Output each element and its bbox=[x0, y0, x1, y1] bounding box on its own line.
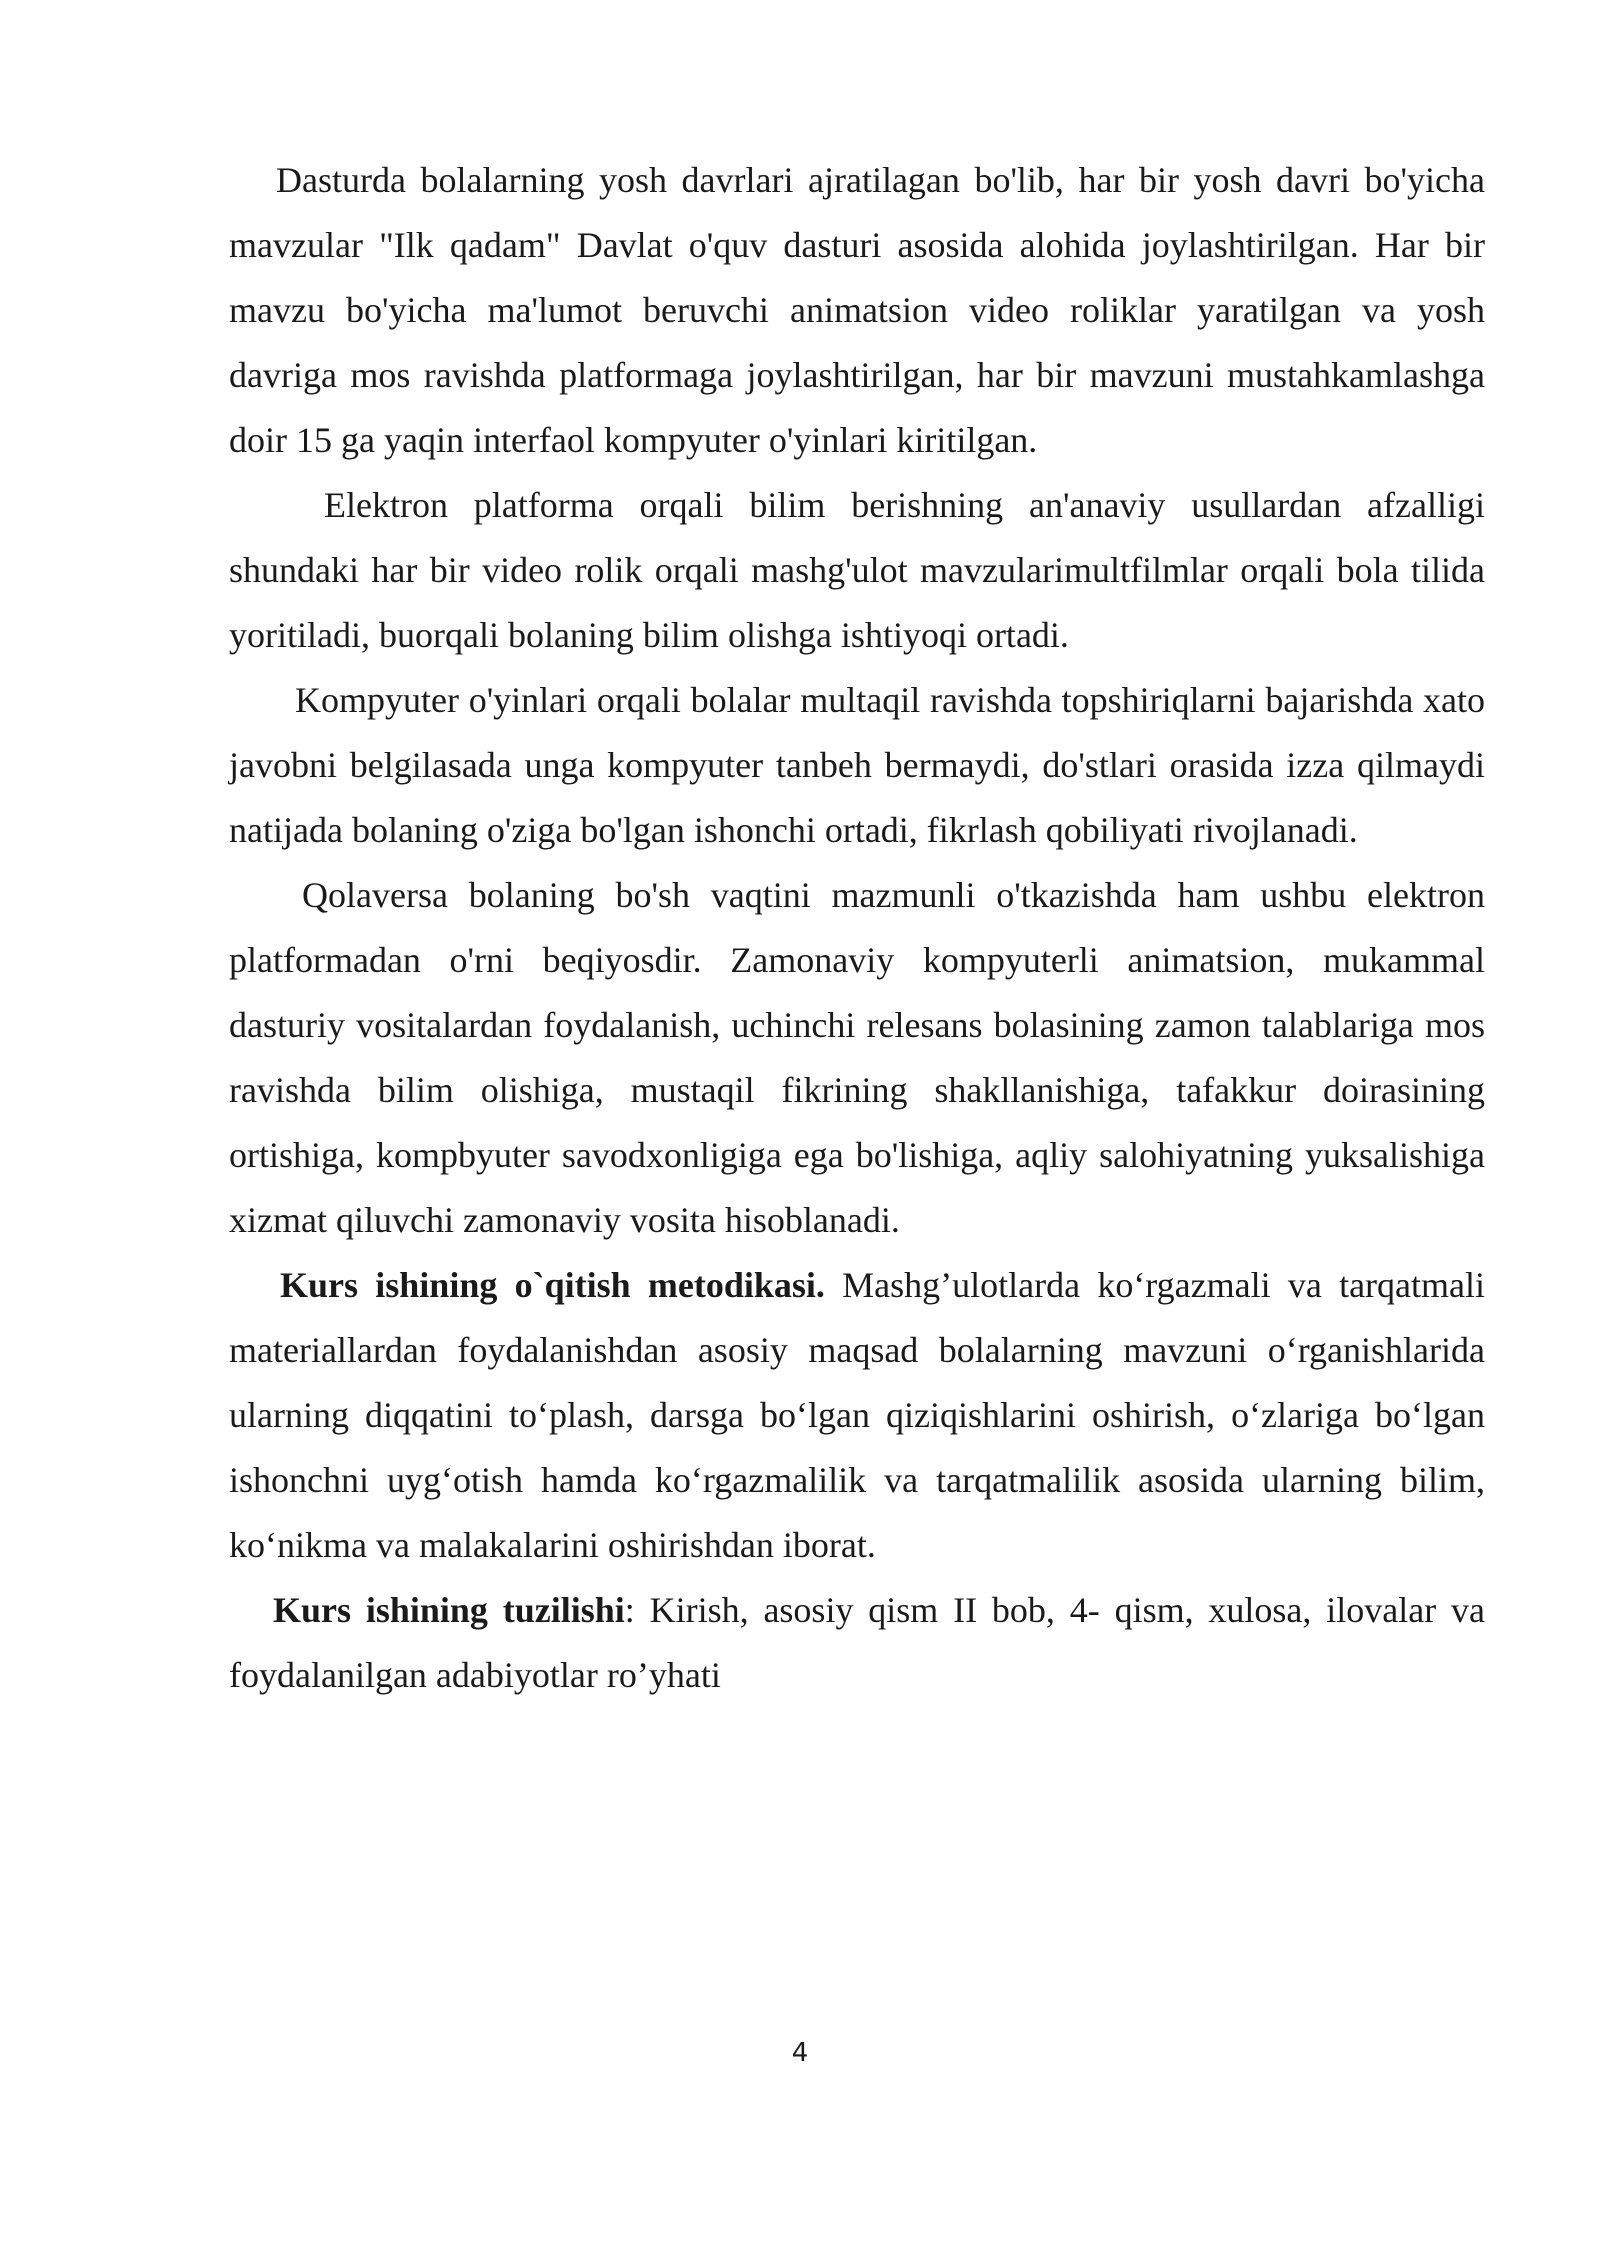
paragraph-text: Mashg’ulotlarda ko‘rgazmali va tarqatmali materiallardan foydalanishdan asosiy maqsad bolalarning mavzuni o‘rganishlarida ularning diqqatini to‘plash, darsga bo‘lgan qiziqishlarini oshirish, o‘zlariga bo‘lgan ishonchni uyg‘otish hamda ko‘rgazmalilik va tarqatmalilik asosida ularning bilim, ko‘nikma va malakalarini oshirishdan iborat. bbox=[229, 1265, 1485, 1565]
paragraph-text: Elektron platforma orqali bilim berishning an'anaviy usullardan afzalligi shundaki har bir video rolik orqali mashg'ulot mavzularimultfilmlar orqali bola tilida yoritiladi, buorqali bolaning bilim olishga ishtiyoqi ortadi. bbox=[229, 485, 1485, 655]
paragraph-text: Dasturda bolalarning yosh davrlari ajratilagan bo'lib, har bir yosh davri bo'yicha mavzular "Ilk qadam" Davlat o'quv dasturi asosida alohida joylashtirilgan. Har bir mavzu bo'yicha ma'lumot beruvchi animatsion video roliklar yaratilgan va yosh davriga mos ravishda platformaga joylashtirilgan, har bir mavzuni mustahkamlashga doir 15 ga yaqin interfaol kompyuter o'yinlari kiritilgan. bbox=[229, 160, 1485, 460]
paragraph-heading: Kurs ishining tuzilishi bbox=[273, 1590, 625, 1630]
page-number: 4 bbox=[791, 2038, 809, 2068]
paragraph-computer-games bbox=[229, 668, 1485, 863]
document-page bbox=[229, 148, 1485, 1708]
paragraph-teaching-methodology bbox=[229, 1253, 1485, 1578]
paragraph-platform-structure bbox=[229, 148, 1485, 473]
paragraph-heading: Kurs ishining o`qitish metodikasi. bbox=[280, 1265, 825, 1305]
paragraph-text: Qolaversa bolaning bo'sh vaqtini mazmunli o'tkazishda ham ushbu elektron platformadan o'rni beqiyosdir. Zamonaviy kompyuterli animatsion, mukammal dasturiy vositalardan foydalanish, uchinchi relesans bolasining zamon talablariga mos ravishda bilim olishiga, mustaqil fikrining shakllanishiga, tafakkur doirasining ortishiga, kompbyuter savodxonligiga ega bo'lishiga, aqliy salohiyatning yuksalishiga xizmat qiluvchi zamonaviy vosita hisoblanadi. bbox=[229, 875, 1485, 1240]
paragraph-platform-advantages bbox=[229, 473, 1485, 668]
paragraph-text: : Kirish, asosiy qism II bob, 4- qism, xulosa, ilovalar va foydalanilgan adabiyotlar ro’yhati bbox=[229, 1590, 1485, 1695]
paragraph-course-structure bbox=[229, 1578, 1485, 1708]
paragraph-free-time bbox=[229, 863, 1485, 1253]
paragraph-text: Kompyuter o'yinlari orqali bolalar multaqil ravishda topshiriqlarni bajarishda xato javobni belgilasada unga kompyuter tanbeh bermaydi, do'stlari orasida izza qilmaydi natijada bolaning o'ziga bo'lgan ishonchi ortadi, fikrlash qobiliyati rivojlanadi. bbox=[229, 680, 1485, 850]
